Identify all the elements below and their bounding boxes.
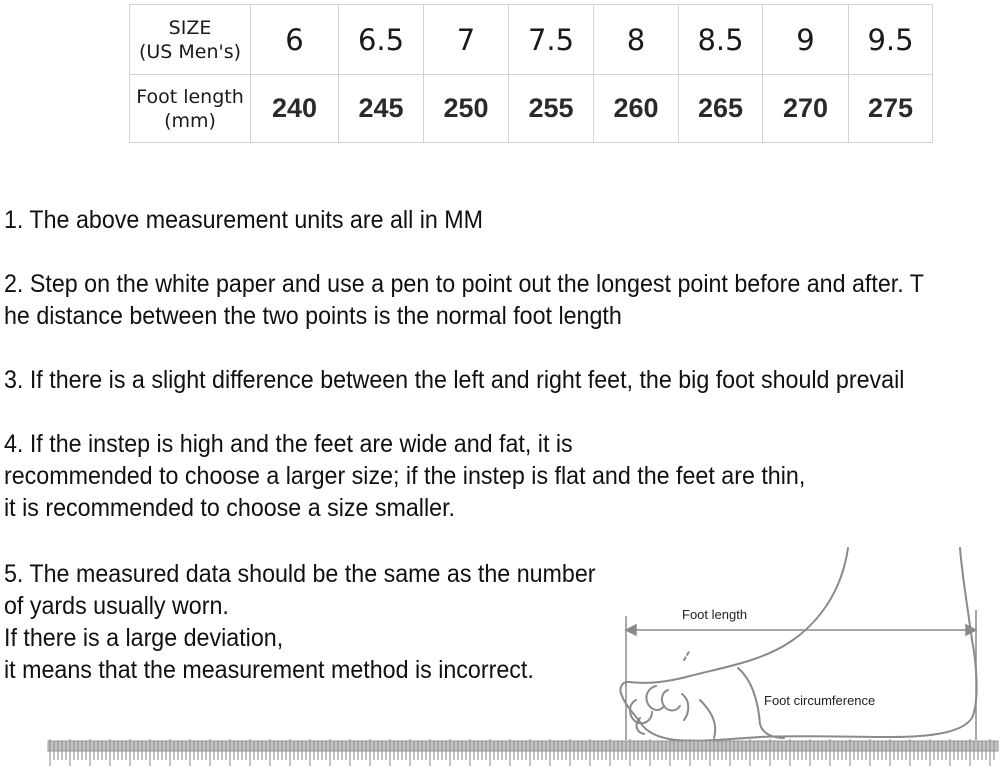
size-header-line-2: (US Men's) xyxy=(138,40,242,63)
note-line: he distance between the two points is the normal foot length xyxy=(4,302,622,330)
size-cell: 9 xyxy=(763,5,849,75)
foot-length-cell: 250 xyxy=(424,75,509,143)
foot-length-cell: 255 xyxy=(509,75,594,143)
note-line: 1. The above measurement units are all in MM xyxy=(4,206,484,234)
size-header-line-1: SIZE xyxy=(168,16,212,39)
note-line: If there is a large deviation, xyxy=(4,624,284,652)
foot-length-cell: 260 xyxy=(594,75,679,143)
foot-length-label: Foot length xyxy=(682,607,748,622)
size-cell: 9.5 xyxy=(849,5,933,75)
size-cell: 8.5 xyxy=(679,5,763,75)
note-3 xyxy=(4,364,904,396)
size-chart-table xyxy=(129,4,933,143)
foot-length-cell: 245 xyxy=(339,75,424,143)
foot-length-header-line-1: Foot length xyxy=(136,85,244,108)
foot-length-dimension xyxy=(626,610,976,740)
note-line: it means that the measurement method is incorrect. xyxy=(4,656,534,684)
note-line: recommended to choose a larger size; if the instep is flat and the feet are thin, xyxy=(4,462,806,490)
size-cell: 6 xyxy=(251,5,339,75)
note-line: 3. If there is a slight difference between the left and right feet, the big foot should prevail xyxy=(4,366,905,394)
foot-length-cell: 275 xyxy=(849,75,933,143)
size-header-cell xyxy=(130,5,251,75)
size-cell: 7.5 xyxy=(509,5,594,75)
foot-length-cell: 265 xyxy=(679,75,763,143)
foot-length-cell: 270 xyxy=(763,75,849,143)
note-line: 2. Step on the white paper and use a pen to point out the longest point before and after. T xyxy=(4,270,924,298)
size-cell: 6.5 xyxy=(339,5,424,75)
note-4 xyxy=(4,428,805,524)
note-line: it is recommended to choose a size smaller. xyxy=(4,494,455,522)
size-row xyxy=(130,5,933,75)
note-2 xyxy=(4,268,924,332)
foot-length-header-cell xyxy=(130,75,251,143)
foot-length-row xyxy=(130,75,933,143)
foot-sketch xyxy=(620,548,976,741)
size-cell: 7 xyxy=(424,5,509,75)
note-line: of yards usually worn. xyxy=(4,592,229,620)
foot-length-cell: 240 xyxy=(251,75,339,143)
note-1 xyxy=(4,204,483,236)
note-line: 4. If the instep is high and the feet are wide and fat, it is xyxy=(4,430,573,458)
foot-circumference-label: Foot circumference xyxy=(764,693,876,708)
ruler xyxy=(48,739,998,766)
size-cell: 8 xyxy=(594,5,679,75)
note-line: 5. The measured data should be the same as the number xyxy=(4,560,596,588)
foot-length-header-line-2: (mm) xyxy=(164,109,216,132)
foot-measurement-diagram xyxy=(0,540,1001,771)
